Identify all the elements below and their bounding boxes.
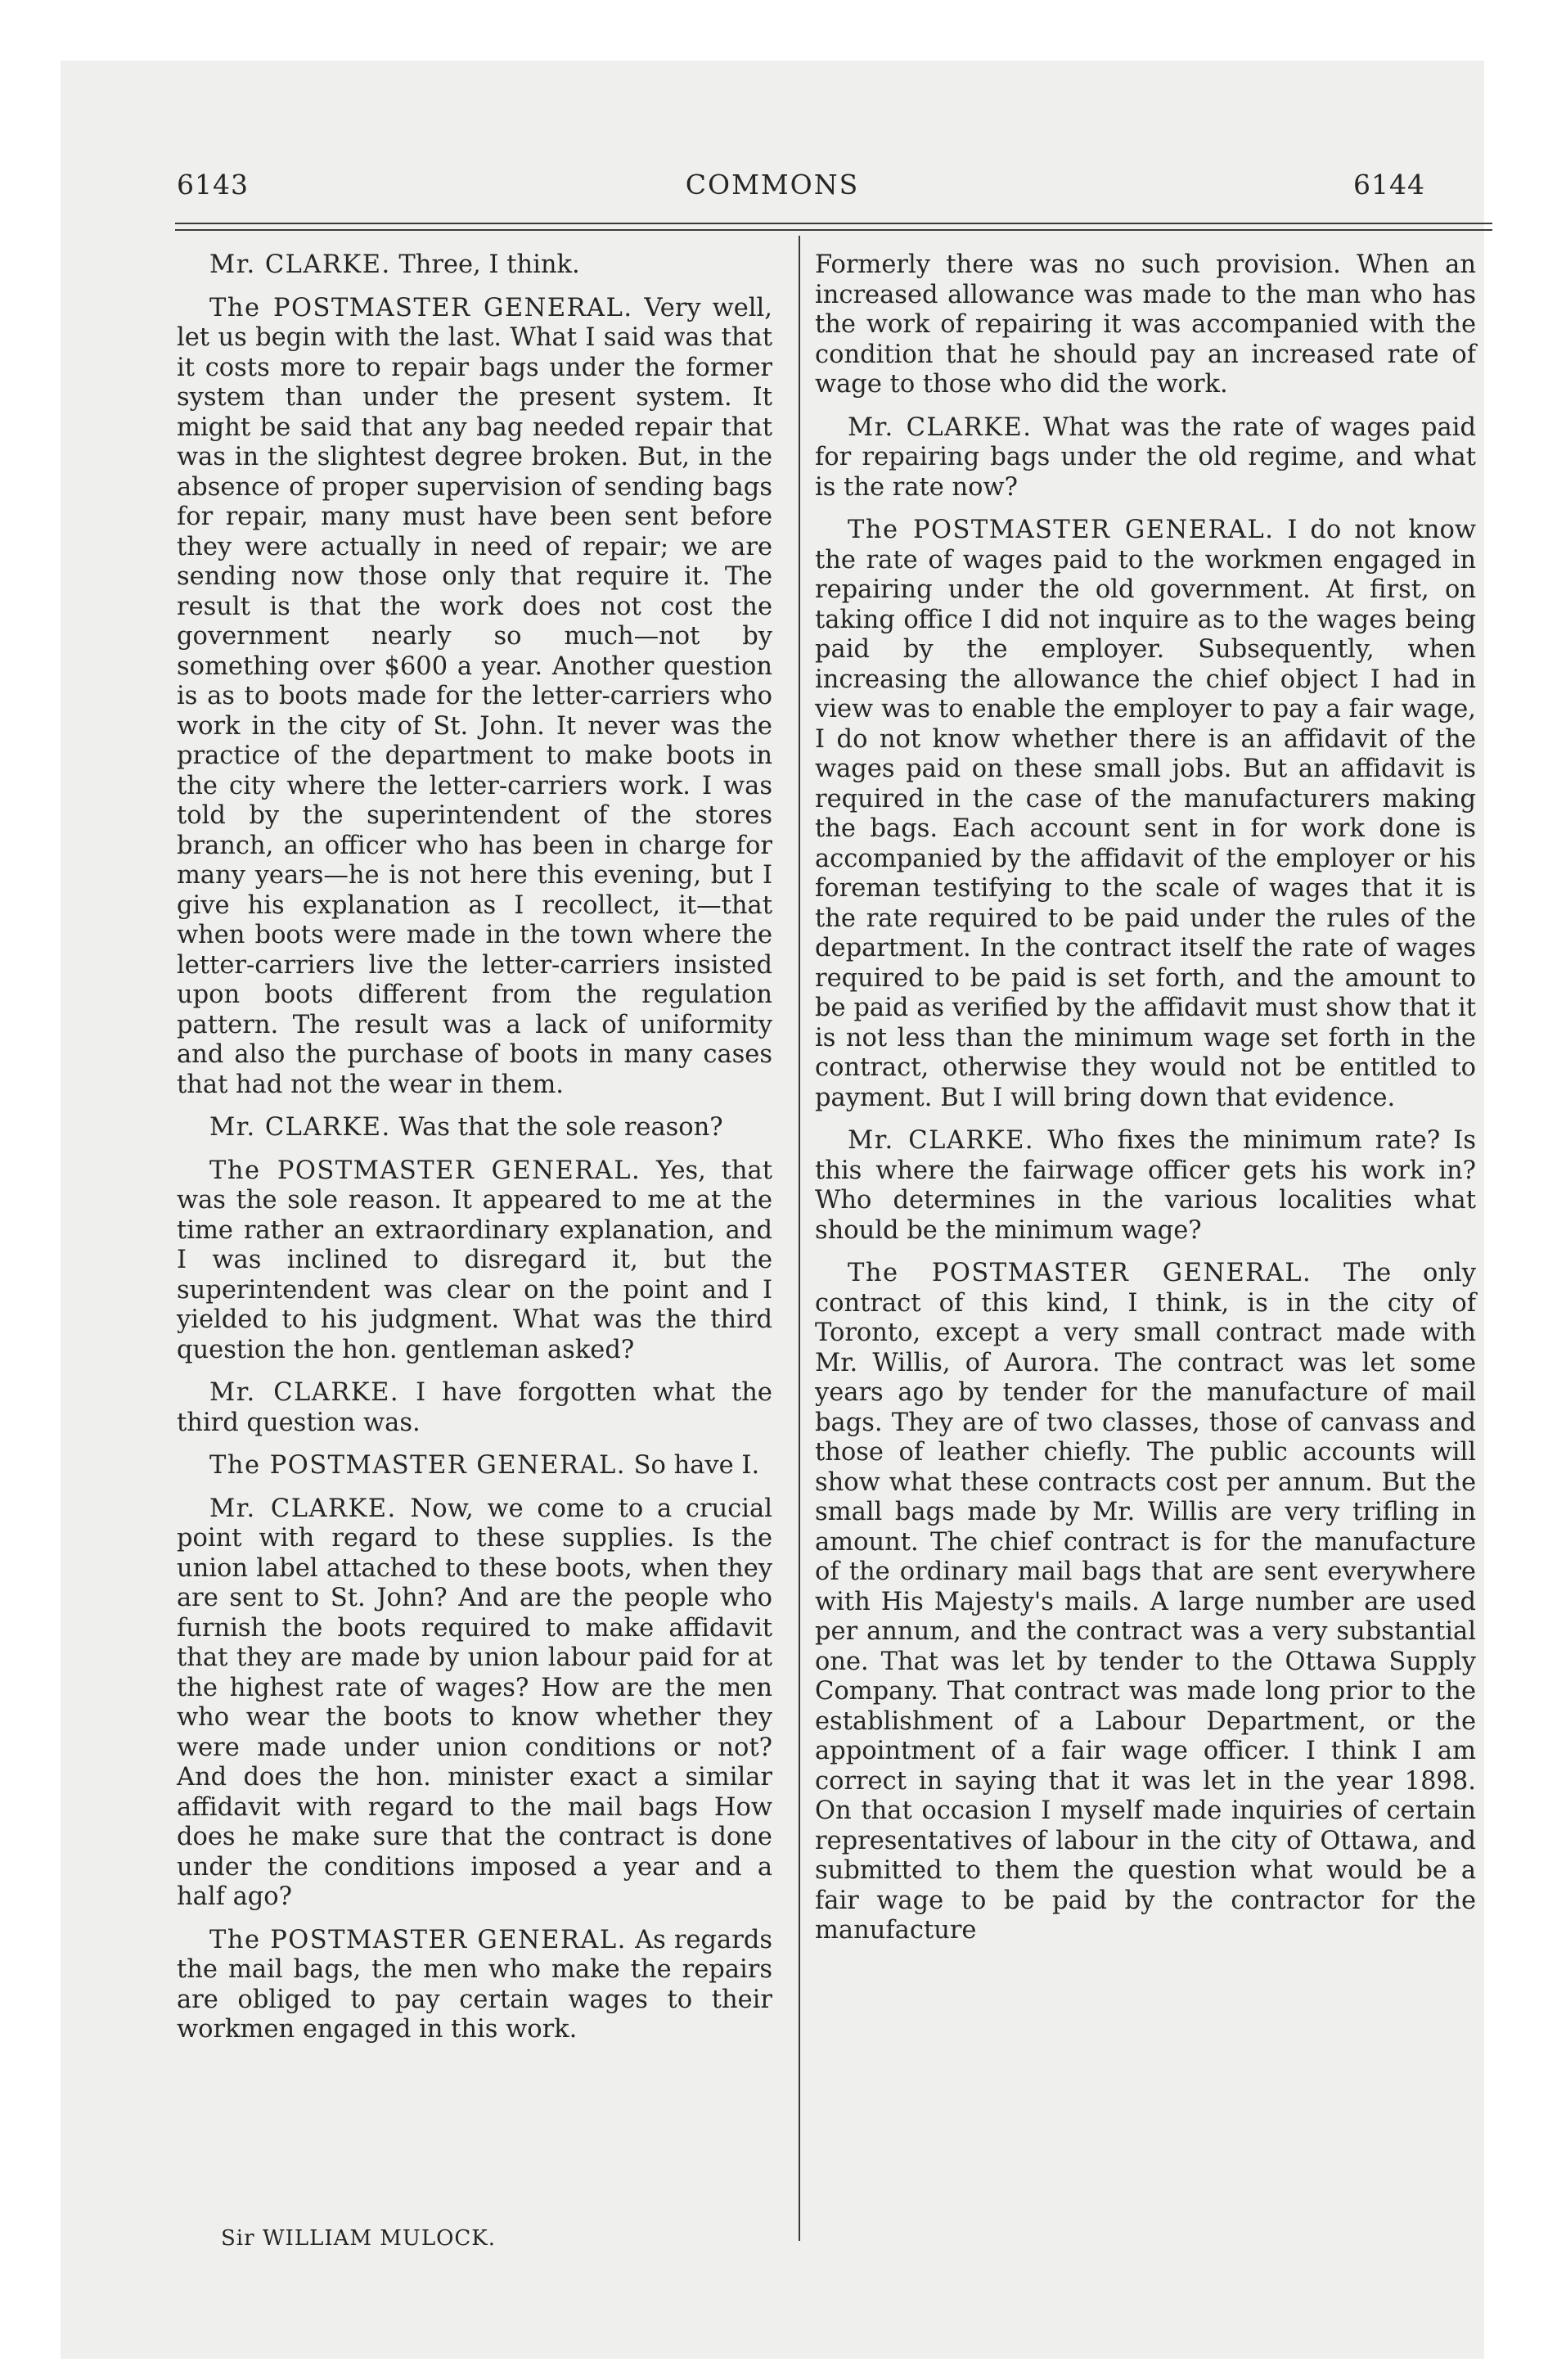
paragraph [815,413,1476,503]
speaker-name: The POSTMASTER GENERAL. [209,1925,627,1954]
right-column [815,250,1476,1959]
paragraph [177,294,772,1101]
speaker-name: The POSTMASTER GENERAL. [848,1259,1312,1287]
paragraph-text: Formerly there was no such provision. When an increased allowance was made to the man who has the work of repairing it was accompanied with the condition that he should pay an increased rate of wage to those who did the work. [815,250,1476,399]
speaker-name: The POSTMASTER GENERAL. [209,1156,641,1185]
running-title: COMMONS [685,169,860,201]
paragraph-text: Was that the sole reason? [398,1113,723,1142]
paragraph-text: Who fixes the minimum rate? Is this where the fairwage officer gets his work in? Who determines in the various localities what should be the minimum wage? [815,1126,1476,1245]
paragraph [177,1451,772,1481]
paragraph [177,1156,772,1366]
paragraph-text: Yes, that was the sole reason. It appeared to me at the time rather an extraordinary explanation, and I was inclined to disregard it, but the superintendent was clear on the point and I yielded to his judgment. What was the third question the hon. gentleman asked? [177,1156,772,1364]
paragraph [177,1378,772,1438]
left-column [177,250,772,2058]
paragraph-text: I do not know the rate of wages paid to the workmen engaged in repairing under the old government. At first, on taking office I did not inquire as to the wages being paid by the employer. Subsequently, when increasing the allowance the chief object I had in view was to enable the employer to pay a fair wage, I do not know whether there is an affidavit of the wages paid on these small jobs. But an affidavit is required in the case of the manufacturers making the bags. Each account sent in for work done is accompanied by the affidavit of the employer or his foreman testifying to the scale of wages that it is the rate required to be paid under the rules of the department. In the contract itself the rate of wages required to be paid is set forth, and the amount to be paid as verified by the affidavit must show that it is not less than the minimum wage set forth in the contract, otherwise they would not be entitled to payment. But I will bring down that evidence. [815,516,1477,1112]
speaker-name: Mr. CLARKE. [848,1126,1035,1155]
speaker-name: Mr. CLARKE. [209,1494,397,1523]
paragraph [177,1494,772,1913]
speaker-name: The POSTMASTER GENERAL. [209,1451,626,1480]
column-divider [799,236,800,2241]
page-number-left: 6143 [177,169,249,201]
paragraph-text: As regards the mail bags, the men who make the repairs are obliged to pay certain wages to their workmen engaged in this work. [177,1925,773,2044]
speaker-name: Mr. CLARKE. [848,412,1033,442]
paragraph-text: Very well, let us begin with the last. What I said was that it costs more to repair bags under the former system than under the present system. It might be said that any bag needed repair that was in the slightest degree broken. But, in the absence of proper supervision of sending bags for repair, many must have been sent before they were actually in need of repair; we are sending now those only that require it. The result is that the work does not cost the government nearly so much—not by something over $600 a year. Another question is as to boots made for the letter-carriers who work in the city of St. John. It never was the practice of the department to make boots in the city where the letter-carriers work. I was told by the superintendent of the stores branch, an officer who has been in charge for many years—he is not here this evening, but I give his explanation as I recollect, it—that when boots were made in the town where the letter-carriers live the letter-carriers insisted upon boots different from the regulation pattern. The result was a lack of uniformity and also the purchase of boots in many cases that had not the wear in them. [177,293,772,1099]
speaker-name: The POSTMASTER GENERAL. [848,516,1275,544]
paragraph [177,1926,772,2045]
paragraph [815,516,1476,1113]
paragraph [815,250,1476,400]
paragraph-text: The only contract of this kind, I think, is in the city of Toronto, except a very small contract made with Mr. Willis, of Aurora. The contract was let some years ago by tender for the manufacture of mail bags. They are of two classes, those of canvass and those of leather chiefly. The public accounts will show what these contracts cost per annum. But the small bags made by Mr. Willis are very trifling in amount. The chief contract is for the manufacture of the ordinary mail bags that are sent everywhere with His Majesty's mails. A large number are used per annum, and the contract was a very substantial one. That was let by tender to the Ottawa Supply Company. That contract was made long prior to the establishment of a Labour Department, or the appointment of a fair wage officer. I think I am correct in saying that it was let in the year 1898. On that occasion I myself made inquiries of certain representatives of labour in the city of Ottawa, and submitted to them the question what would be a fair wage to be paid by the contractor for the manufacture [815,1259,1476,1945]
paragraph-text: What was the rate of wages paid for repairing bags under the old regime, and what is the rate now? [815,412,1476,502]
page-number-right: 6144 [1353,169,1425,201]
speaker-name: Mr. CLARKE. [209,1378,400,1407]
header-rule [175,223,1492,224]
page-scan [61,61,1484,2359]
paragraph [815,1126,1476,1246]
paragraph [177,1113,772,1143]
header-rule-secondary [175,229,1492,231]
paragraph-text: So have I. [633,1451,760,1480]
speaker-name: The POSTMASTER GENERAL. [209,293,633,322]
paragraph-text: I have forgotten what the third question was. [177,1378,772,1437]
paragraph [177,250,772,281]
footer-speaker: Sir WILLIAM MULOCK. [221,2226,496,2251]
paragraph-text: Now, we come to a crucial point with regard to these supplies. Is the union label attached to these boots, when they are sent to St. John? And are the people who furnish the boots required to make affidavit that they are made by union labour paid for at the highest rate of wages? How are the men who wear the boots to know whether they were made under union conditions or not? And does the hon. minister exact a similar affidavit with regard to the mail bags How does he make sure that the contract is done under the conditions imposed a year and a half ago? [177,1494,772,1911]
paragraph [815,1259,1476,1946]
speaker-name: Mr. CLARKE. [209,250,391,279]
speaker-name: Mr. CLARKE. [209,1113,391,1142]
paragraph-text: Three, I think. [398,250,580,279]
